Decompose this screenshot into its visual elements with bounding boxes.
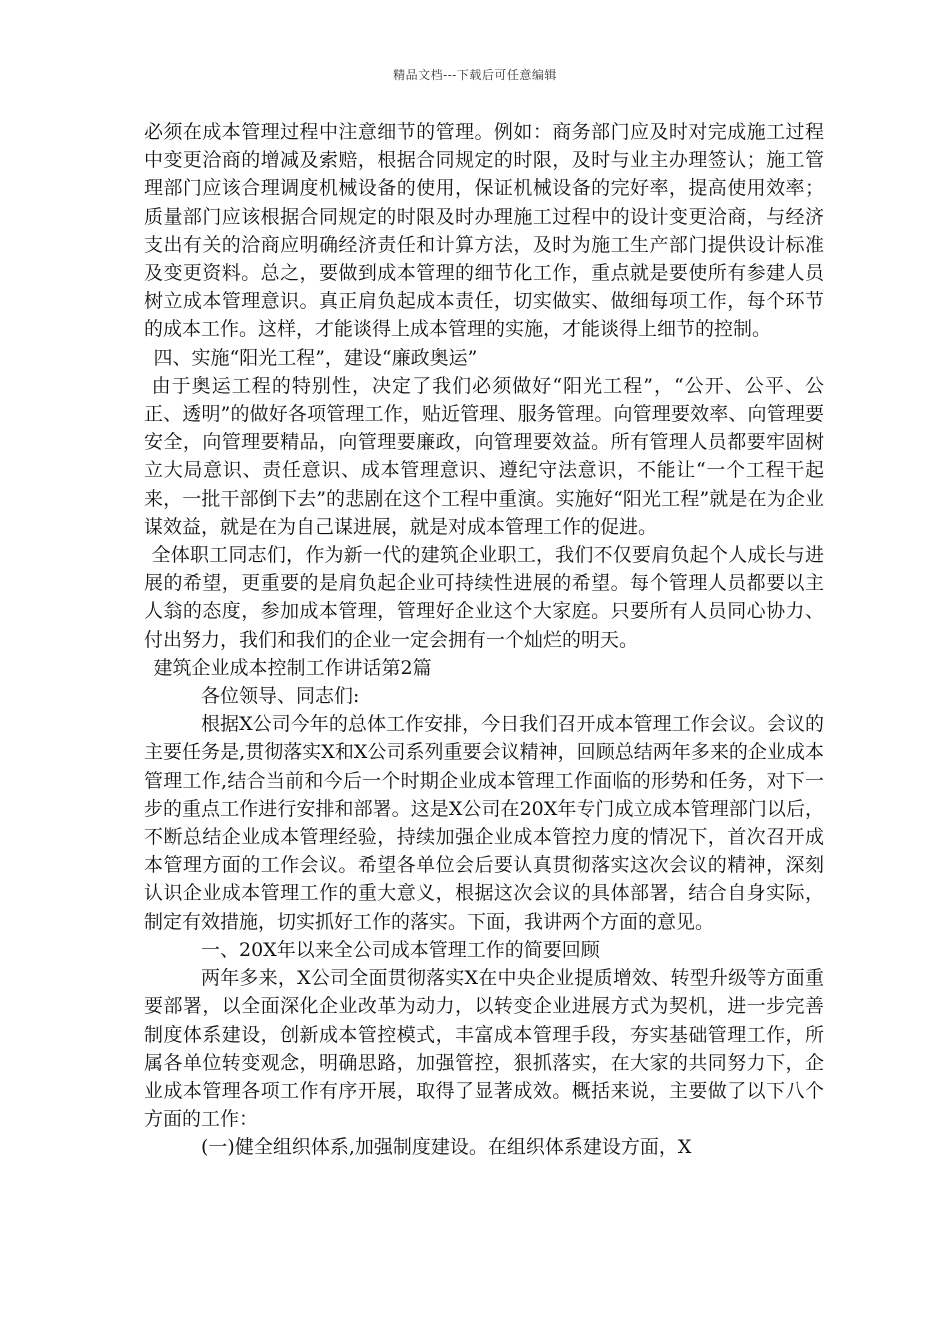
paragraph-two-years-review: 两年多来，X公司全面贯彻落实X在中央企业提质增效、转型升级等方面重要部署，以全面深化企业改革为动力，以转变企业进展方式为契机，进一步完善制度体系建设，创新成本管控模式，丰富成本管理手段，夯实基础管理工作，所属各单位转变观念，明确思路，加强管控，狠抓落实，在大家的共同努力下，企业成本管理各项工作有序开展，取得了显著成效。概括来说，主要做了以下八个方面的工作： bbox=[144, 967, 824, 1131]
paragraph-meeting-intro: 根据X公司今年的总体工作安排，今日我们召开成本管理工作会议。会议的主要任务是,贯彻落实X和X公司系列重要会议精神，回顾总结两年多来的企业成本管理工作,结合当前和今后一个时期企业成本管理工作面临的形势和任务，对下一步的重点工作进行安排和部署。这是X公司在20X年专门成立成本管理部门以后，不断总结企业成本管理经验，持续加强企业成本管控力度的情况下，首次召开成本管理方面的工作会议。希望各单位会后要认真贯彻落实这次会议的精神，深刻认识企业成本管理工作的重大意义，根据这次会议的具体部署，结合自身实际，制定有效措施，切实抓好工作的落实。下面，我讲两个方面的意见。 bbox=[144, 713, 824, 933]
document-body bbox=[144, 118, 824, 1162]
page-header: 精品文档---下载后可任意编辑 bbox=[393, 68, 557, 82]
section-heading-sunshine-project: 四、实施“阳光工程”，建设“廉政奥运” bbox=[153, 346, 478, 369]
paragraph-organization-system: (一)健全组织体系,加强制度建设。在组织体系建设方面，X bbox=[201, 1136, 692, 1159]
paragraph-all-staff: 全体职工同志们，作为新一代的建筑企业职工，我们不仅要肩负起个人成长与进展的希望，更重要的是肩负起企业可持续性进展的希望。每个管理人员都要以主人翁的态度，参加成本管理，管理好企业这个大家庭。只要所有人员同心协力、付出努力，我们和我们的企业一定会拥有一个灿烂的明天。 bbox=[144, 544, 824, 651]
paragraph-cost-detail: 必须在成本管理过程中注意细节的管理。例如：商务部门应及时对完成施工过程中变更洽商的增减及索赔，根据合同规定的时限，及时与业主办理签认；施工管理部门应该合理调度机械设备的使用，保证机械设备的完好率，提高使用效率；质量部门应该根据合同规定的时限及时办理施工过程中的设计变更洽商，与经济支出有关的洽商应明确经济责任和计算方法，及时为施工生产部门提供设计标准及变更资料。总之，要做到成本管理的细节化工作，重点就是要使所有参建人员树立成本管理意识。真正肩负起成本责任，切实做实、做细每项工作，每个环节的成本工作。这样，才能谈得上成本管理的实施，才能谈得上细节的控制。 bbox=[144, 121, 824, 341]
paragraph-olympic-project: 由于奥运工程的特别性，决定了我们必须做好“阳光工程”，“公开、公平、公正、透明”的做好各项管理工作，贴近管理、服务管理。向管理要效率、向管理要安全，向管理要精品，向管理要廉政，向管理要效益。所有管理人员都要牢固树立大局意识、责任意识、成本管理意识、遵纪守法意识，不能让“一个工程干起来，一批干部倒下去”的悲剧在这个工程中重演。实施好“阳光工程”就是在为企业谋效益，就是在为自己谋进展，就是对成本管理工作的促进。 bbox=[144, 374, 824, 538]
salutation: 各位领导、同志们: bbox=[201, 685, 360, 708]
section-heading-review: 一、20X年以来全公司成本管理工作的简要回顾 bbox=[201, 938, 600, 961]
article-title-part-2: 建筑企业成本控制工作讲话第2篇 bbox=[153, 656, 432, 679]
